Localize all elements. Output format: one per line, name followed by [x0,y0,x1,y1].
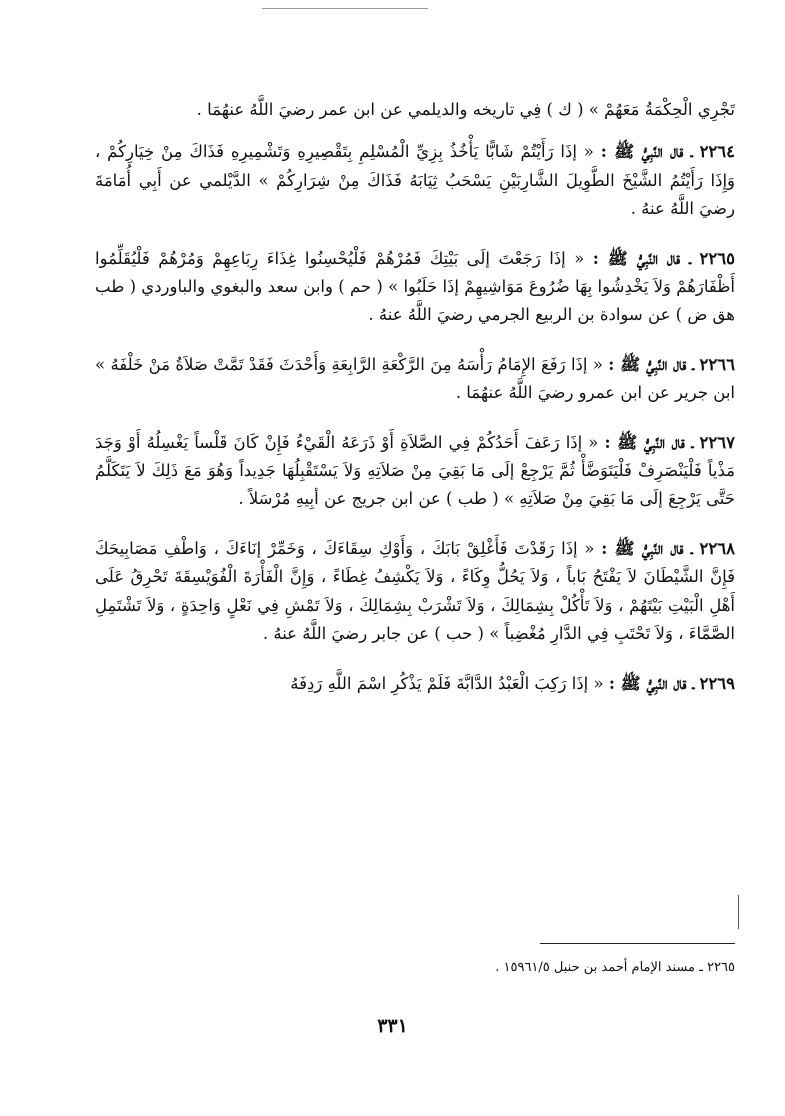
page-number: ٣٣١ [377,1015,408,1037]
hadith-2268 [95,535,735,649]
top-edge-rule [262,8,428,9]
hadith-text: « إذَا رَأَيْتُمْ شَابًّا يَأْخُذُ بِزِيِّ الْمُسْلِمِ بِتَقْصِيرِهِ وَتَشْمِيرِهِ فَذَاكَ مِنْ خِيَارِكُمْ ، وَإِذَا رَأَيْتُمُ الشَّيْخَ الطَّوِيلَ الشَّارِبَيْنِ يَسْحَبُ ثِيَابَهُ فَذَاكَ مِنْ شِرَارِكُمْ » الدَّيْلمي عن أَبِي أُمَامَةَ رضيَ اللَّهُ عنهُ . [95,142,735,219]
hadith-text: « إذَا رَقَدْتَ فَأَغْلِقْ بَابَكَ ، وَأَوْكِ سِقَاءَكَ ، وَخَمِّرْ إنَاءَكَ ، وَاطْفِ مَصَابِيحَكَ فَإِنَّ الشَّيْطَانَ لاَ يَفْتَحُ بَاباً ، وَلاَ يَحُلُّ وِكَاءً ، وَلاَ يَكْشِفُ غِطَاءً ، وَإِنَّ الْفَأْرَةَ الْفُوَيْسِقَةَ تَحْرِقُ عَلَى أَهْلِ الْبَيْتِ بَيْتَهُمْ ، وَلاَ تَأْكُلْ بِشِمَالِكَ ، وَلاَ تَشْرَبْ بِشِمَالِكَ ، وَلاَ تَمْشِ فِي نَعْلٍ وَاحِدَةٍ ، وَلاَ تَشْتَمِلِ الصَّمَّاءَ ، وَلاَ تَحْتَبِ فِي الدَّارِ مُغْضِباً » ( حب ) عن جابر رضيَ اللَّهُ عنهُ . [95,538,735,644]
hadith-2265 [95,245,735,330]
hadith-number: ٢٢٦٥ [699,248,735,268]
hadith-intro: ـ قال النَّبِيُّ ﷺ : [604,432,694,452]
hadith-intro: ـ قال النَّبِيُّ ﷺ : [608,673,695,693]
continuation-text: تَجْرِي الْحِكْمَةُ مَعَهُمْ » ( ك ) فِي تاريخه والديلمي عن ابن عمر رضيَ اللَّهُ عنهُمَا . [196,100,735,119]
hadith-intro: ـ قال النَّبِيُّ ﷺ : [601,538,693,558]
hadith-2266 [95,351,735,408]
hadith-text: « إذَا رَجَعْتَ إلَى بَيْتِكَ فَمُرْهُمْ فَلْيُحْسِنُوا غِذَاءَ رِبَاعِهِمْ وَمُرْهُمْ فَلْيُقَلِّمُوا أَظْفَارَهُمْ وَلاَ يَخْدِشُوا بِهَا ضُرُوعَ مَوَاشِيهِمْ إذَا حَلَبُوا » ( حم ) وابن سعد والبغوي والباوردي ( طب هق ض ) عن سوادة بن الربيع الجرمي رضيَ اللَّهُ عنهُ . [95,248,735,325]
margin-tick-mark [738,895,739,929]
footnote: ٢٢٦٥ ـ مسند الإمام أحمد بن حنبل ١٥٩٦١/٥ . [495,960,735,975]
hadith-text: « إذَا رَكِبَ الْعَبْدُ الدَّابَّةَ فَلَمْ يَذْكُرِ اسْمَ اللَّهِ رَدِفَهُ [290,673,604,693]
hadith-intro: ـ قال النَّبِيُّ ﷺ : [608,354,695,374]
hadith-2269 [95,670,735,698]
page-body [95,96,735,719]
hadith-2264 [95,138,735,223]
hadith-intro: ـ قال النَّبِيُّ ﷺ : [592,248,692,268]
hadith-number: ٢٢٦٦ [699,354,735,374]
hadith-2267 [95,429,735,514]
hadith-number: ٢٢٦٩ [699,673,735,693]
footnote-divider [540,943,735,944]
hadith-number: ٢٢٦٤ [699,142,736,162]
hadith-intro: ـ قال النَّبِيُّ ﷺ : [600,142,693,162]
hadith-number: ٢٢٦٨ [699,538,735,558]
hadith-text: « إذَا رَفَعَ الإِمَامُ رَأْسَهُ مِنَ الرَّكْعَةِ الرَّابِعَةِ وَأَحْدَثَ فَقَدْ تَمَّتْ صَلاَةُ مَنْ خَلْفَهُ » ابن جرير عن ابن عمرو رضيَ اللَّهُ عنهُمَا . [95,354,735,403]
hadith-text: « إذَا رَعَفَ أَحَدُكُمْ فِي الصَّلاَةِ أَوْ ذَرَعَهُ الْقَيْءُ فَإِنْ كَانَ قَلْساً يَغْسِلُهُ أَوْ وَجَدَ مَذْياً فَلْيَنْصَرِفْ فَلْيَتَوَضَّأْ ثُمَّ يَرْجِعْ إلَى مَا بَقِيَ مِنْ صَلاَتِهِ وَلاَ يَسْتَقْبِلُهَا جَدِيداً وَهُوَ مَعَ ذَلِكَ لاَ يَتَكَلَّمُ حَتَّى يَرْجِعَ إلَى مَا بَقِيَ مِنْ صَلاَتِهِ » ( طب ) عن ابن جريج عن أبِيهِ مُرْسَلاً . [95,432,735,509]
hadith-number: ٢٢٦٧ [699,432,735,452]
